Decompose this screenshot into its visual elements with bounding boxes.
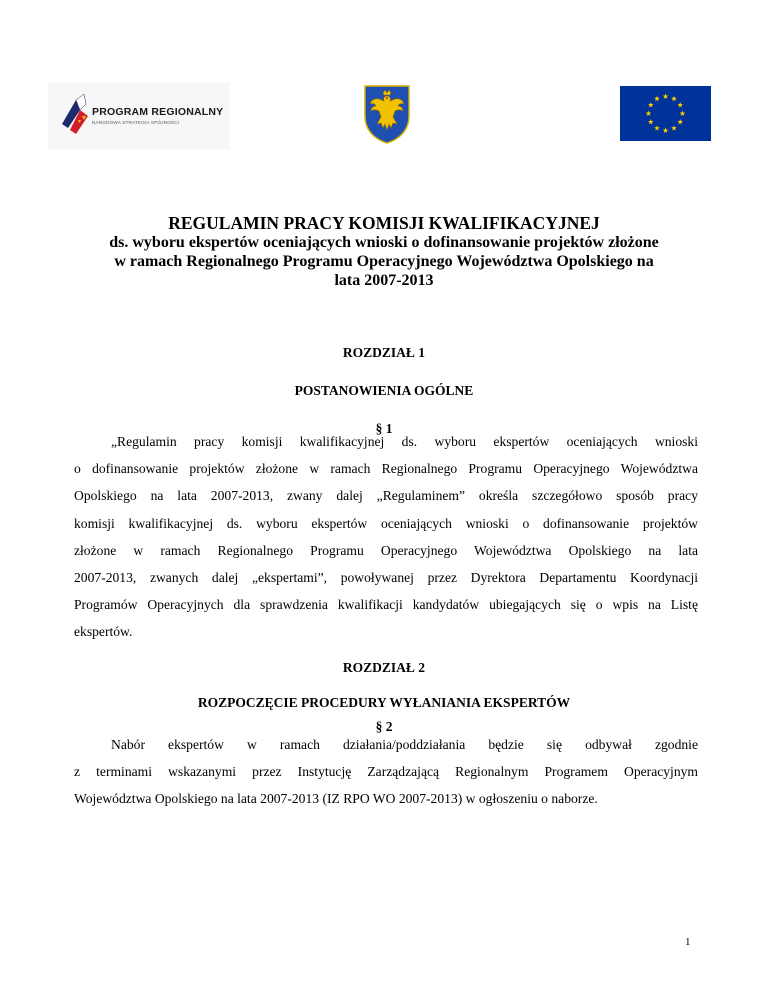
paragraph-line: komisji kwalifikacyjnej ds. wyboru ekspertów oceniających wnioski o dofinansowanie projektów — [74, 515, 698, 531]
section-2-mark: § 2 — [375, 719, 393, 734]
paragraph-line: Nabór ekspertów w ramach działania/poddziałania będzie się odbywał zgodnie — [111, 737, 698, 752]
program-regionalny-subtitle: NARODOWA STRATEGIA SPÓJNOŚCI — [92, 120, 180, 125]
program-regionalny-logo — [48, 82, 230, 150]
section-2-paragraph — [74, 731, 698, 813]
chapter-2-label: ROZDZIAŁ 2 — [342, 660, 426, 675]
page-number: 1 — [685, 936, 691, 948]
section-1-mark: § 1 — [375, 421, 393, 436]
document-title-block — [40, 213, 728, 290]
paragraph-line: Województwa Opolskiego na lata 2007-2013 (IZ RPO WO 2007-2013) w ogłoszeniu o naborze. — [74, 791, 598, 807]
document-subtitle-line-3: lata 2007-2013 — [334, 272, 434, 289]
paragraph-line: z terminami wskazanymi przez Instytucję Zarządzającą Regionalnym Programem Operacyjnym — [74, 764, 698, 780]
chapter-1-label: ROZDZIAŁ 1 — [342, 345, 426, 360]
eu-flag-icon — [620, 86, 711, 141]
paragraph-line: złożone w ramach Regionalnego Programu Operacyjnego Województwa Opolskiego na lata — [74, 542, 698, 558]
document-title: REGULAMIN PRACY KOMISJI KWALIFIKACYJNEJ — [168, 213, 600, 233]
opole-crest-icon — [363, 84, 411, 144]
header-logos — [0, 82, 768, 152]
paragraph-line: ekspertów. — [74, 624, 133, 640]
program-regionalny-icon — [62, 94, 90, 134]
section-1-paragraph — [74, 428, 698, 646]
paragraph-line: Opolskiego na lata 2007-2013, zwany dalej „Regulaminem” określa szczegółowo sposób pracy — [74, 488, 698, 504]
paragraph-line: „Regulamin pracy komisji kwalifikacyjnej ds. wyboru ekspertów oceniających wnioski — [111, 434, 698, 449]
paragraph-line: Programów Operacyjnych dla sprawdzenia kwalifikacji kandydatów ubiegających się o wpis na Listę — [74, 597, 698, 613]
document-subtitle-line-1: ds. wyboru ekspertów oceniających wnioski o dofinansowanie projektów złożone — [109, 234, 659, 251]
document-subtitle-line-2: w ramach Regionalnego Programu Operacyjnego Województwa Opolskiego na — [114, 253, 654, 270]
chapter-1-title: POSTANOWIENIA OGÓLNE — [294, 383, 474, 398]
paragraph-line: o dofinansowanie projektów złożone w ramach Regionalnego Programu Operacyjnego Województwa — [74, 461, 698, 477]
paragraph-line: 2007-2013, zwanych dalej „ekspertami”, powoływanej przez Dyrektora Departamentu Koordynacji — [74, 570, 698, 586]
program-regionalny-title: PROGRAM REGIONALNY — [92, 106, 224, 118]
chapter-2-title: ROZPOCZĘCIE PROCEDURY WYŁANIANIA EKSPERTÓW — [197, 695, 571, 710]
